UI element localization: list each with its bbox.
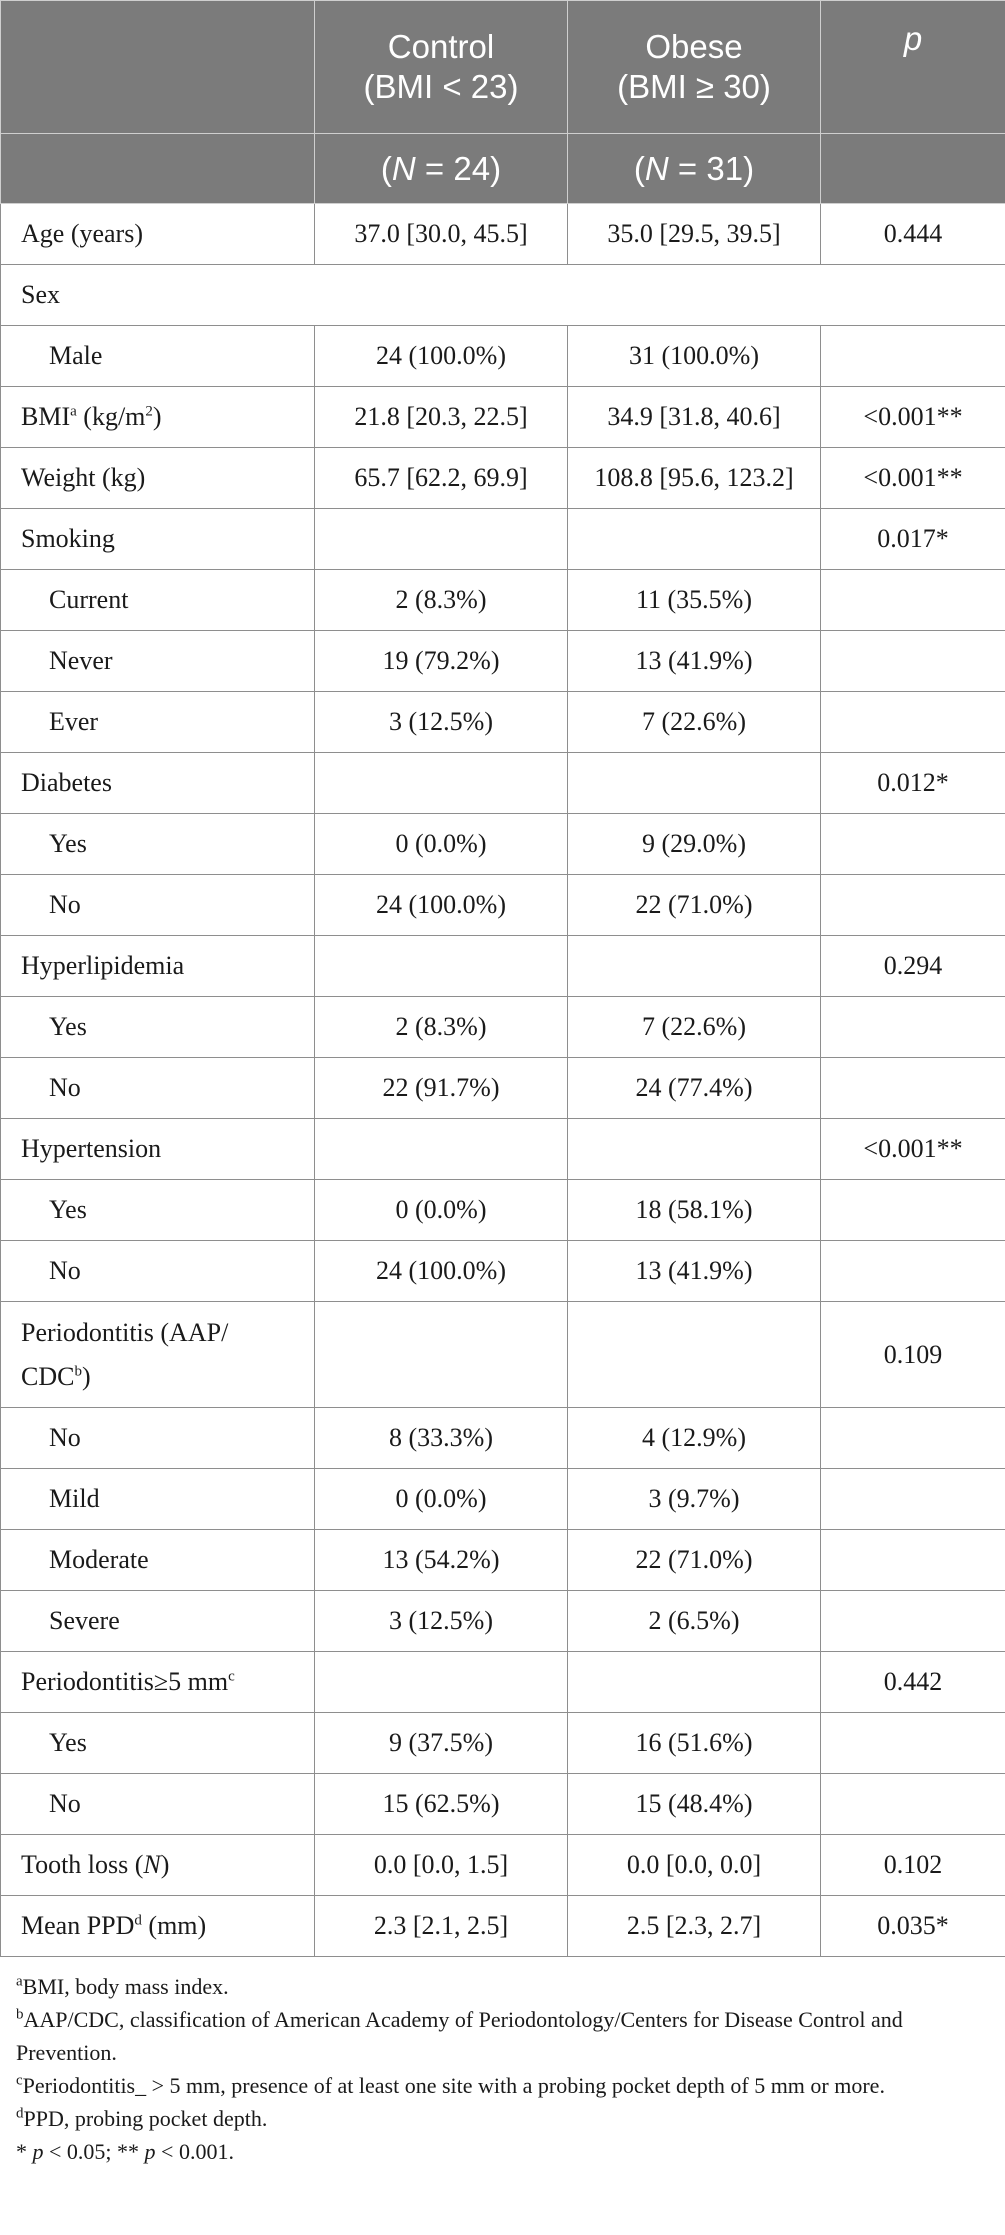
table-row-never [1,631,1005,692]
p-value: <0.001** [821,387,1005,448]
control-value: 15 (62.5%) [315,1774,568,1835]
table-row-hyperlipidemia-yes [1,997,1005,1058]
table-row-smoking [1,509,1005,570]
row-label: Sex [1,265,315,326]
table-row-male [1,326,1005,387]
table-row-sex [1,265,1005,326]
row-label: Tooth loss (N) [1,1835,315,1896]
table-row-periodontitis-mild [1,1469,1005,1530]
control-value: 65.7 [62.2, 69.9] [315,448,568,509]
header-obese-n: (N = 31) [568,134,821,204]
row-label: No [1,1241,315,1302]
obese-value: 22 (71.0%) [568,1530,821,1591]
obese-value: 24 (77.4%) [568,1058,821,1119]
p-value [821,1058,1005,1119]
p-value [821,997,1005,1058]
footnote-significance: * p < 0.05; ** p < 0.001. [16,2139,234,2164]
obese-value [568,1302,821,1408]
control-value: 19 (79.2%) [315,631,568,692]
obese-value: 11 (35.5%) [568,570,821,631]
p-value: <0.001** [821,448,1005,509]
footnote-a: $^a$BMI, body mass index. [16,1973,229,1999]
row-label: Ever [1,692,315,753]
obese-value [568,753,821,814]
obese-value: 35.0 [29.5, 39.5] [568,204,821,265]
row-label: Weight (kg) [1,448,315,509]
table-row-diabetes [1,753,1005,814]
control-value: 24 (100.0%) [315,326,568,387]
row-label: Male [1,326,315,387]
table-row-age [1,204,1005,265]
header-n-p-blank [821,134,1005,204]
obese-value: 7 (22.6%) [568,997,821,1058]
header-p: p [821,1,1005,134]
row-label: No [1,1408,315,1469]
obese-value: 4 (12.9%) [568,1408,821,1469]
control-value: 37.0 [30.0, 45.5] [315,204,568,265]
row-label: No [1,875,315,936]
obese-value: 108.8 [95.6, 123.2] [568,448,821,509]
p-value [821,326,1005,387]
header-control: Control (BMI < 23) [315,1,568,134]
row-label: Age (years) [1,204,315,265]
row-label: Mild [1,1469,315,1530]
p-value [821,570,1005,631]
obese-value: 16 (51.6%) [568,1713,821,1774]
table-row-periodontitis-no [1,1408,1005,1469]
control-value: 8 (33.3%) [315,1408,568,1469]
table-row-diabetes-no [1,875,1005,936]
control-value: 22 (91.7%) [315,1058,568,1119]
p-value: 0.444 [821,204,1005,265]
row-label: Moderate [1,1530,315,1591]
obese-value: 15 (48.4%) [568,1774,821,1835]
p-value [821,1774,1005,1835]
row-label: BMI$^a$ $(kg/m^2)$ [1,387,315,448]
p-value [821,1713,1005,1774]
p-value [821,692,1005,753]
footnote-c: $^c$Periodontitis_ > 5 mm, presence of at least one site with a probing pocket depth of 5 mm or more. [16,2072,885,2098]
p-value: 0.102 [821,1835,1005,1896]
table-row-ever [1,692,1005,753]
control-value: 24 (100.0%) [315,1241,568,1302]
p-value [821,1180,1005,1241]
row-label: Mean PPD$^d$ (mm) [1,1896,315,1957]
control-value [315,936,568,997]
p-value: 0.294 [821,936,1005,997]
control-value: 3 (12.5%) [315,692,568,753]
table-row-weight [1,448,1005,509]
table-row-diabetes-yes [1,814,1005,875]
table-row-periodontitis-5mm [1,1652,1005,1713]
p-value: <0.001** [821,1119,1005,1180]
control-value: 24 (100.0%) [315,875,568,936]
p-value [821,631,1005,692]
obese-value: 22 (71.0%) [568,875,821,936]
control-value [315,509,568,570]
obese-value: 2 (6.5%) [568,1591,821,1652]
p-value [821,1469,1005,1530]
control-value: 0 (0.0%) [315,814,568,875]
obese-value: 13 (41.9%) [568,631,821,692]
obese-value [568,1652,821,1713]
row-label: No [1,1774,315,1835]
row-label: Smoking [1,509,315,570]
obese-value: 0.0 [0.0, 0.0] [568,1835,821,1896]
row-label: Yes [1,1713,315,1774]
table-row-hypertension-no [1,1241,1005,1302]
p-value: 0.109 [821,1302,1005,1408]
row-label: Diabetes [1,753,315,814]
header-blank [1,1,315,134]
row-label: No [1,1058,315,1119]
header-control-n: (N = 24) [315,134,568,204]
control-value: 3 (12.5%) [315,1591,568,1652]
p-value: 0.017* [821,509,1005,570]
table-row-hypertension-yes [1,1180,1005,1241]
control-value: 2.3 [2.1, 2.5] [315,1896,568,1957]
p-value [821,1530,1005,1591]
header-n-row [1,134,1005,204]
row-label: Periodontitis≥5 $mm^c$ [1,1652,315,1713]
row-label: Yes [1,997,315,1058]
control-value: 2 (8.3%) [315,997,568,1058]
obese-value: 31 (100.0%) [568,326,821,387]
p-value [821,1591,1005,1652]
control-value [315,1302,568,1408]
control-value: 0.0 [0.0, 1.5] [315,1835,568,1896]
control-value: 2 (8.3%) [315,570,568,631]
obese-value: 13 (41.9%) [568,1241,821,1302]
footnote-d: $^d$PPD, probing pocket depth. [16,2105,268,2131]
p-value [821,875,1005,936]
p-value [821,1241,1005,1302]
row-label: Yes [1,1180,315,1241]
row-filler [315,265,1005,326]
row-label: Severe [1,1591,315,1652]
control-value: 9 (37.5%) [315,1713,568,1774]
p-value [821,1408,1005,1469]
footnotes [16,1970,996,2168]
table-row-hyperlipidemia-no [1,1058,1005,1119]
table-row-hyperlipidemia [1,936,1005,997]
row-label: Current [1,570,315,631]
row-label: Periodontitis (AAP/ CDC$^b$) [1,1302,315,1408]
control-value: 0 (0.0%) [315,1469,568,1530]
row-label: Hyperlipidemia [1,936,315,997]
p-value [821,814,1005,875]
row-label: Yes [1,814,315,875]
header-n-blank [1,134,315,204]
footnote-b: $^b$AAP/CDC, classification of American Academy of Periodontology/Centers for Disease Control and Prevention. [16,2006,903,2065]
control-value [315,753,568,814]
control-value: 21.8 [20.3, 22.5] [315,387,568,448]
table-row-tooth-loss [1,1835,1005,1896]
table-row-mean-ppd [1,1896,1005,1957]
row-label: Never [1,631,315,692]
table-row-periodontitis-5mm-no [1,1774,1005,1835]
table-row-periodontitis-5mm-yes [1,1713,1005,1774]
obese-value [568,936,821,997]
control-value [315,1652,568,1713]
obese-value: 9 (29.0%) [568,814,821,875]
control-value [315,1119,568,1180]
obese-value: 3 (9.7%) [568,1469,821,1530]
table-row-periodontitis-severe [1,1591,1005,1652]
control-value: 0 (0.0%) [315,1180,568,1241]
p-value: 0.012* [821,753,1005,814]
header-obese: Obese (BMI ≥ 30) [568,1,821,134]
obese-value: 7 (22.6%) [568,692,821,753]
obese-value: 34.9 [31.8, 40.6] [568,387,821,448]
p-value: 0.035* [821,1896,1005,1957]
obese-value: 2.5 [2.3, 2.7] [568,1896,821,1957]
table-row-hypertension [1,1119,1005,1180]
row-label: Hypertension [1,1119,315,1180]
control-value: 13 (54.2%) [315,1530,568,1591]
table-row-periodontitis-moderate [1,1530,1005,1591]
table-row-periodontitis [1,1302,1005,1408]
obese-value: 18 (58.1%) [568,1180,821,1241]
table-row-current [1,570,1005,631]
p-value: 0.442 [821,1652,1005,1713]
table-row-bmi [1,387,1005,448]
obese-value [568,1119,821,1180]
obese-value [568,509,821,570]
header-row [1,1,1005,134]
